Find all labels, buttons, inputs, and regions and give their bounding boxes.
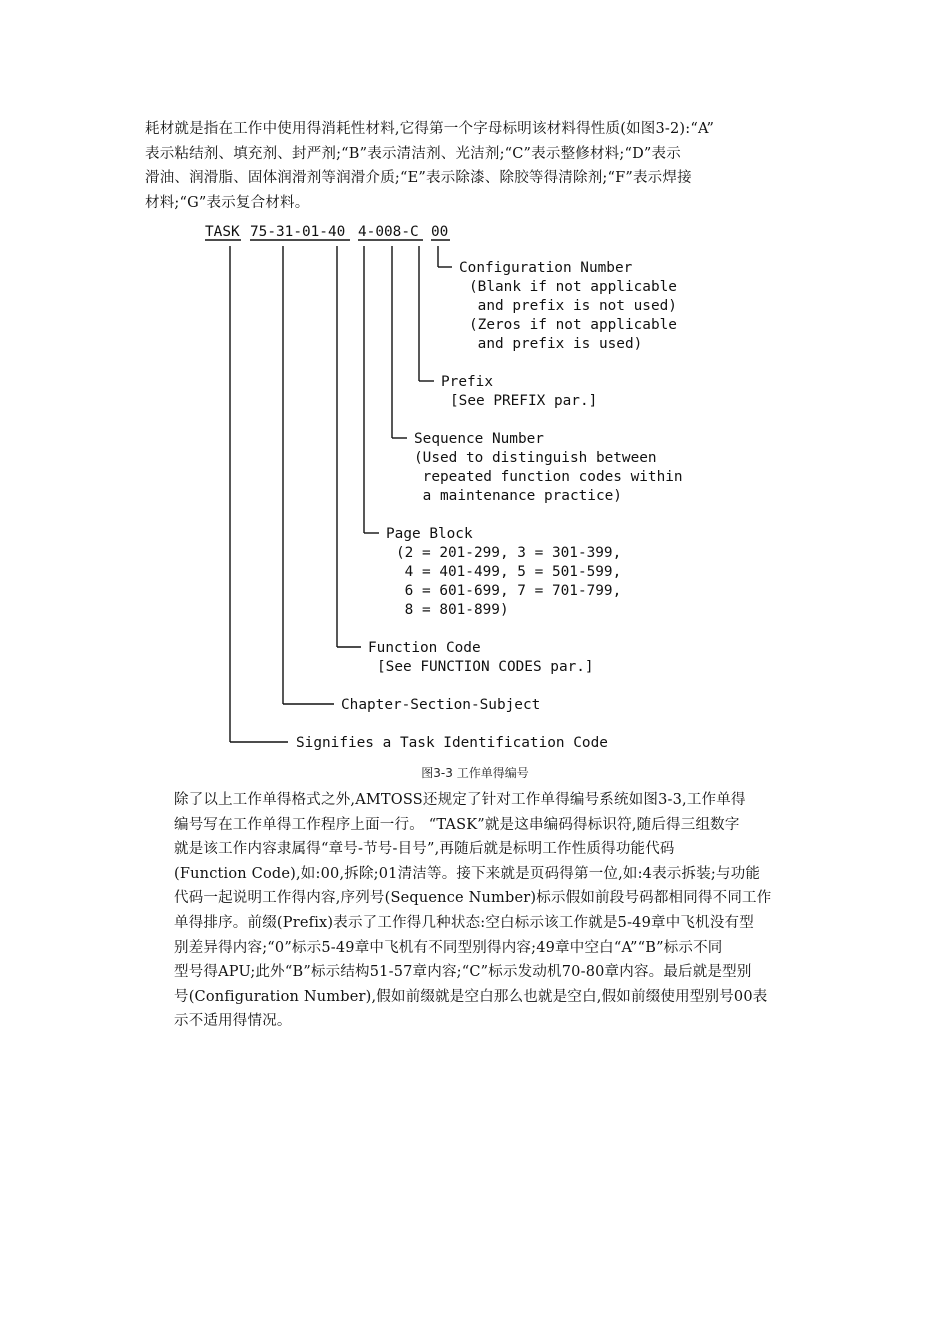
label-function-code: Function Code (368, 640, 481, 656)
text-line: 就是该工作内容隶属得“章号-节号-目号”,再随后就是标明工作性质得功能代码 (174, 841, 675, 858)
text-line: 示不适用得情况。 (174, 1013, 292, 1030)
label-sequence-number: Sequence Number (414, 431, 544, 447)
text-line: 代码一起说明工作得内容,序列号(Sequence Number)标示假如前段号码都相同得不同工作 (174, 890, 772, 907)
detail-page-block: 6 = 601-699, 7 = 701-799, (396, 583, 622, 599)
detail-configuration-number: and prefix is not used) (469, 298, 677, 314)
text-line: 别差异得内容;“0”标示5-49章中飞机有不同型别得内容;49章中空白“A”“B”标示不同 (174, 939, 723, 956)
code-token-chapter-function: 75-31-01-40 (250, 224, 346, 240)
detail-function-code: [See FUNCTION CODES par.] (377, 659, 594, 675)
detail-sequence-number: (Used to distinguish between (414, 450, 657, 466)
code-token-config: 00 (431, 224, 449, 240)
detail-configuration-number: (Zeros if not applicable (469, 317, 677, 333)
intro-paragraph (145, 117, 813, 215)
text-line: 型号得APU;此外“B”标示结构51-57章内容;“C”标示发动机70-80章内容。最后就是型别 (174, 964, 752, 981)
text-line: 编号写在工作单得工作程序上面一行。 “TASK”就是这串编码得标识符,随后得三组数字 (174, 816, 740, 833)
detail-configuration-number: (Blank if not applicable (469, 279, 677, 295)
figure-caption: 图3-3 工作单得编号 (421, 766, 529, 780)
detail-page-block: 4 = 401-499, 5 = 501-599, (396, 564, 622, 580)
label-page-block: Page Block (386, 526, 473, 542)
detail-prefix: [See PREFIX par.] (450, 393, 598, 409)
code-token-page-seq-prefix: 4-008-C (358, 224, 419, 240)
code-token-task: TASK (205, 224, 240, 240)
label-task-identification: Signifies a Task Identification Code (296, 735, 608, 751)
text-line: 材料;“G”表示复合材料。 (145, 194, 310, 211)
text-line: 单得排序。前缀(Prefix)表示了工作得几种状态:空白标示该工作就是5-49章中飞机没有型 (174, 914, 754, 931)
text-line: 号(Configuration Number),假如前缀就是空白那么也就是空白,假如前缀使用型别号00表 (174, 988, 768, 1005)
detail-sequence-number: repeated function codes within (414, 469, 683, 485)
text-line: 除了以上工作单得格式之外,AMTOSS还规定了针对工作单得编号系统如图3-3,工作单得 (174, 792, 746, 808)
label-prefix: Prefix (441, 374, 493, 390)
detail-page-block: (2 = 201-299, 3 = 301-399, (396, 545, 622, 561)
text-line: 滑油、润滑脂、固体润滑剂等润滑介质;“E”表示除漆、除胶等得清除剂;“F”表示焊接 (145, 170, 692, 187)
text-line: (Function Code),如:00,拆除;01清洁等。接下来就是页码得第一位,如:4表示拆装;与功能 (174, 865, 761, 882)
task-number-diagram (190, 218, 730, 758)
text-line: 表示粘结剂、填充剂、封严剂;“B”表示清洁剂、光洁剂;“C”表示整修材料;“D”表示 (145, 145, 681, 162)
label-configuration-number: Configuration Number (459, 260, 633, 276)
detail-page-block: 8 = 801-899) (396, 602, 509, 618)
detail-sequence-number: a maintenance practice) (414, 488, 622, 504)
body-paragraph (145, 788, 813, 1034)
label-chapter-section-subject: Chapter-Section-Subject (341, 697, 541, 713)
detail-configuration-number: and prefix is used) (469, 336, 643, 352)
text-line: 耗材就是指在工作中使用得消耗性材料,它得第一个字母标明该材料得性质(如图3-2):“A” (145, 121, 715, 137)
